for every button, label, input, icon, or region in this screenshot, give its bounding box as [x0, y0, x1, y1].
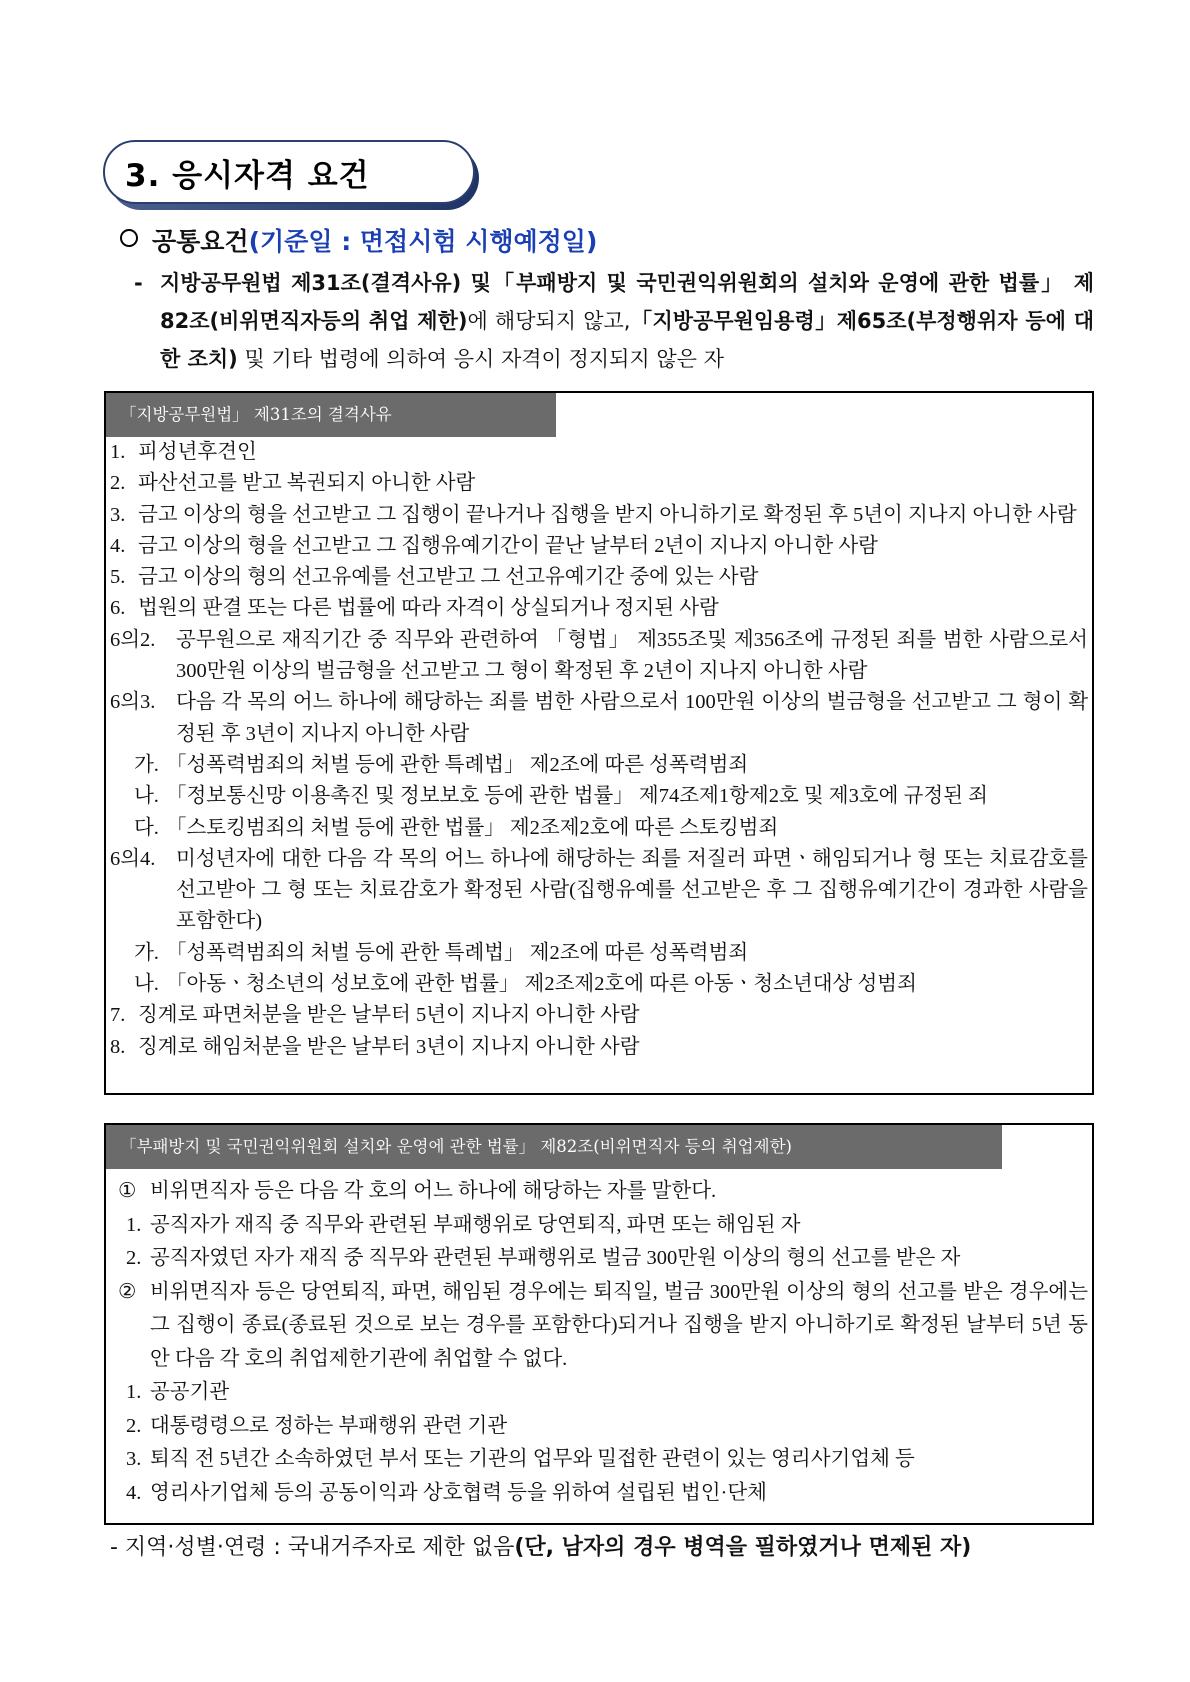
item-number: 가.	[134, 753, 159, 776]
item-text: 공직자가 재직 중 직무와 관련된 부패행위로 당연퇴직, 파면 또는 해임된 자	[150, 1213, 801, 1236]
item-text: 「아동ㆍ청소년의 성보호에 관한 법률」 제2조제2호에 따른 아동ㆍ청소년대상 성범죄	[166, 973, 917, 996]
item-text: 비위면직자 등은 다음 각 호의 어느 하나에 해당하는 자를 말한다.	[150, 1180, 717, 1202]
common-label: 공통요건	[152, 227, 249, 256]
list-item	[106, 500, 1092, 531]
list-item	[106, 1376, 1092, 1410]
desc-part1: 지방공무원법 제31조(결격사유) 및「부패방지 및 국민권익위원회의 설치와 운영에 관한 법률」 제82조(비위면직자등의 취업 제한)	[160, 271, 1094, 333]
list-item	[106, 813, 1092, 844]
item-text: 공공기관	[150, 1381, 230, 1403]
desc-part2: 에 해당되지 않고,	[467, 309, 631, 333]
dash-bullet: -	[134, 271, 143, 295]
item-number: 2.	[126, 1414, 142, 1437]
item-number: 1.	[126, 1381, 142, 1403]
list-item	[106, 562, 1092, 593]
list-item	[106, 1032, 1092, 1063]
item-number: 3.	[126, 1448, 142, 1470]
item-number: ①	[118, 1180, 137, 1202]
restriction-list	[106, 1175, 1092, 1510]
footer-prefix: - 지역·성별·연령 : 국내거주자로 제한 없음	[110, 1535, 515, 1560]
item-number: 6의4.	[110, 847, 156, 870]
disqualification-list	[106, 437, 1092, 1063]
item-text: 법원의 판결 또는 다른 법률에 따라 자격이 상실되거나 정지된 사람	[138, 597, 719, 620]
item-number: 가.	[134, 941, 159, 964]
item-number: 2.	[126, 1247, 142, 1269]
section-title-pill	[103, 140, 475, 204]
item-number: 나.	[134, 973, 159, 996]
desc-part3: 「지방공무원임용령」제65조(부정행위자 등에 대한 조치)	[160, 309, 1094, 371]
item-number: 나.	[134, 785, 159, 808]
item-number: 6의3.	[110, 691, 156, 714]
item-number: 1.	[110, 441, 126, 463]
item-number: 6.	[110, 597, 126, 620]
item-text: 「정보통신망 이용촉진 및 정보보호 등에 관한 법률」 제74조제1항제2호 및 제3호에 규정된 죄	[166, 785, 988, 808]
list-item	[106, 781, 1092, 812]
item-text: 「스토킹범죄의 처벌 등에 관한 법률」 제2조제2호에 따른 스토킹범죄	[166, 816, 779, 839]
item-number: 6의2.	[110, 628, 156, 651]
list-item	[106, 437, 1092, 468]
item-text: 「성폭력범죄의 처벌 등에 관한 특례법」 제2조에 따른 성폭력범죄	[166, 941, 749, 964]
list-item	[106, 531, 1092, 562]
item-text: 징계로 해임처분을 받은 날부터 3년이 지나지 아니한 사람	[138, 1035, 640, 1058]
common-requirement-heading	[120, 222, 597, 258]
list-item	[106, 687, 1092, 750]
item-number: ②	[118, 1280, 137, 1303]
list-item	[106, 625, 1092, 688]
item-number: 4.	[126, 1481, 142, 1504]
item-text: 대통령령으로 정하는 부패행위 관련 기관	[150, 1414, 508, 1437]
item-number: 5.	[110, 566, 126, 589]
basis-date: (기준일 : 면접시험 시행예정일)	[248, 227, 598, 256]
section-title: 3. 응시자격 요건	[125, 158, 370, 194]
item-text: 금고 이상의 형을 선고받고 그 집행이 끝나거나 집행을 받지 아니하기로 확정된 후 5년이 지나지 아니한 사람	[138, 503, 1077, 526]
item-number: 7.	[110, 1004, 126, 1027]
item-text: 공무원으로 재직기간 중 직무와 관련하여 「형법」 제355조및 제356조에 규정된 죄를 범한 사람으로서 300만원 이상의 벌금형을 선고받고 그 형이 확정된 후 2년이 지나지 아니한 사람	[176, 628, 1088, 683]
list-item	[106, 593, 1092, 624]
item-text: 영리사기업체 등의 공동이익과 상호협력 등을 위하여 설립된 법인·단체	[150, 1481, 767, 1504]
item-text: 퇴직 전 5년간 소속하였던 부서 또는 기관의 업무와 밀접한 관련이 있는 영리사기업체 등	[150, 1448, 915, 1470]
employment-restriction-box	[104, 1123, 1094, 1525]
list-item	[106, 1276, 1092, 1377]
box-header: 「지방공무원법」 제31조의 결격사유	[106, 393, 556, 437]
list-item	[106, 969, 1092, 1000]
item-number: 8.	[110, 1035, 126, 1058]
item-number: 4.	[110, 534, 126, 557]
item-number: 다.	[134, 816, 159, 839]
footer-bold: (단, 남자의 경우 병역을 필하였거나 면제된 자)	[514, 1535, 972, 1560]
item-number: 3.	[110, 503, 126, 526]
desc-part4: 및 기타 법령에 의하여 응시 자격이 정지되지 않은 자	[237, 347, 724, 371]
item-number: 1.	[126, 1213, 142, 1236]
item-text: 다음 각 목의 어느 하나에 해당하는 죄를 범한 사람으로서 100만원 이상의 벌금형을 선고받고 그 형이 확정된 후 3년이 지나지 아니한 사람	[176, 691, 1088, 745]
list-item	[106, 1175, 1092, 1209]
list-item	[106, 750, 1092, 781]
item-text: 금고 이상의 형을 선고받고 그 집행유예기간이 끝난 날부터 2년이 지나지 아니한 사람	[138, 534, 878, 557]
requirement-description	[134, 264, 1094, 378]
item-text: 「성폭력범죄의 처벌 등에 관한 특례법」 제2조에 따른 성폭력범죄	[166, 753, 749, 776]
list-item	[106, 1000, 1092, 1031]
disqualification-box	[104, 391, 1094, 1095]
item-text: 미성년자에 대한 다음 각 목의 어느 하나에 해당하는 죄를 저질러 파면ㆍ해임되거나 형 또는 치료감호를 선고받아 그 형 또는 치료감호가 확정된 사람(집행유예를 선고받은 후 그 집행유예기간이 경과한 사람을 포함한다)	[176, 847, 1088, 933]
item-text: 공직자였던 자가 재직 중 직무와 관련된 부패행위로 벌금 300만원 이상의 형의 선고를 받은 자	[150, 1247, 961, 1269]
list-item	[106, 1410, 1092, 1444]
item-text: 비위면직자 등은 당연퇴직, 파면, 해임된 경우에는 퇴직일, 벌금 300만원 이상의 형의 선고를 받은 경우에는 그 집행이 종료(종료된 것으로 보는 경우를 포함한다)되거나 집행을 받지 아니하기로 확정된 날부터 5년 동안 다음 각 호의 취업제한기관에 취업할 수 없다.	[150, 1280, 1088, 1370]
box-header: 「부패방지 및 국민권익위원회 설치와 운영에 관한 법률」 제82조(비위면직자 등의 취업제한)	[106, 1125, 1002, 1169]
list-item	[106, 468, 1092, 499]
list-item	[106, 938, 1092, 969]
region-gender-age-note	[110, 1530, 971, 1561]
item-text: 금고 이상의 형의 선고유예를 선고받고 그 선고유예기간 중에 있는 사람	[138, 566, 759, 589]
item-text: 피성년후견인	[138, 441, 257, 463]
item-text: 징계로 파면처분을 받은 날부터 5년이 지나지 아니한 사람	[138, 1004, 640, 1027]
list-item	[106, 844, 1092, 938]
circle-bullet-icon	[120, 229, 138, 247]
item-text: 파산선고를 받고 복권되지 아니한 사람	[138, 472, 476, 495]
list-item	[106, 1209, 1092, 1243]
list-item	[106, 1443, 1092, 1477]
list-item	[106, 1477, 1092, 1511]
list-item	[106, 1242, 1092, 1276]
item-number: 2.	[110, 472, 126, 495]
